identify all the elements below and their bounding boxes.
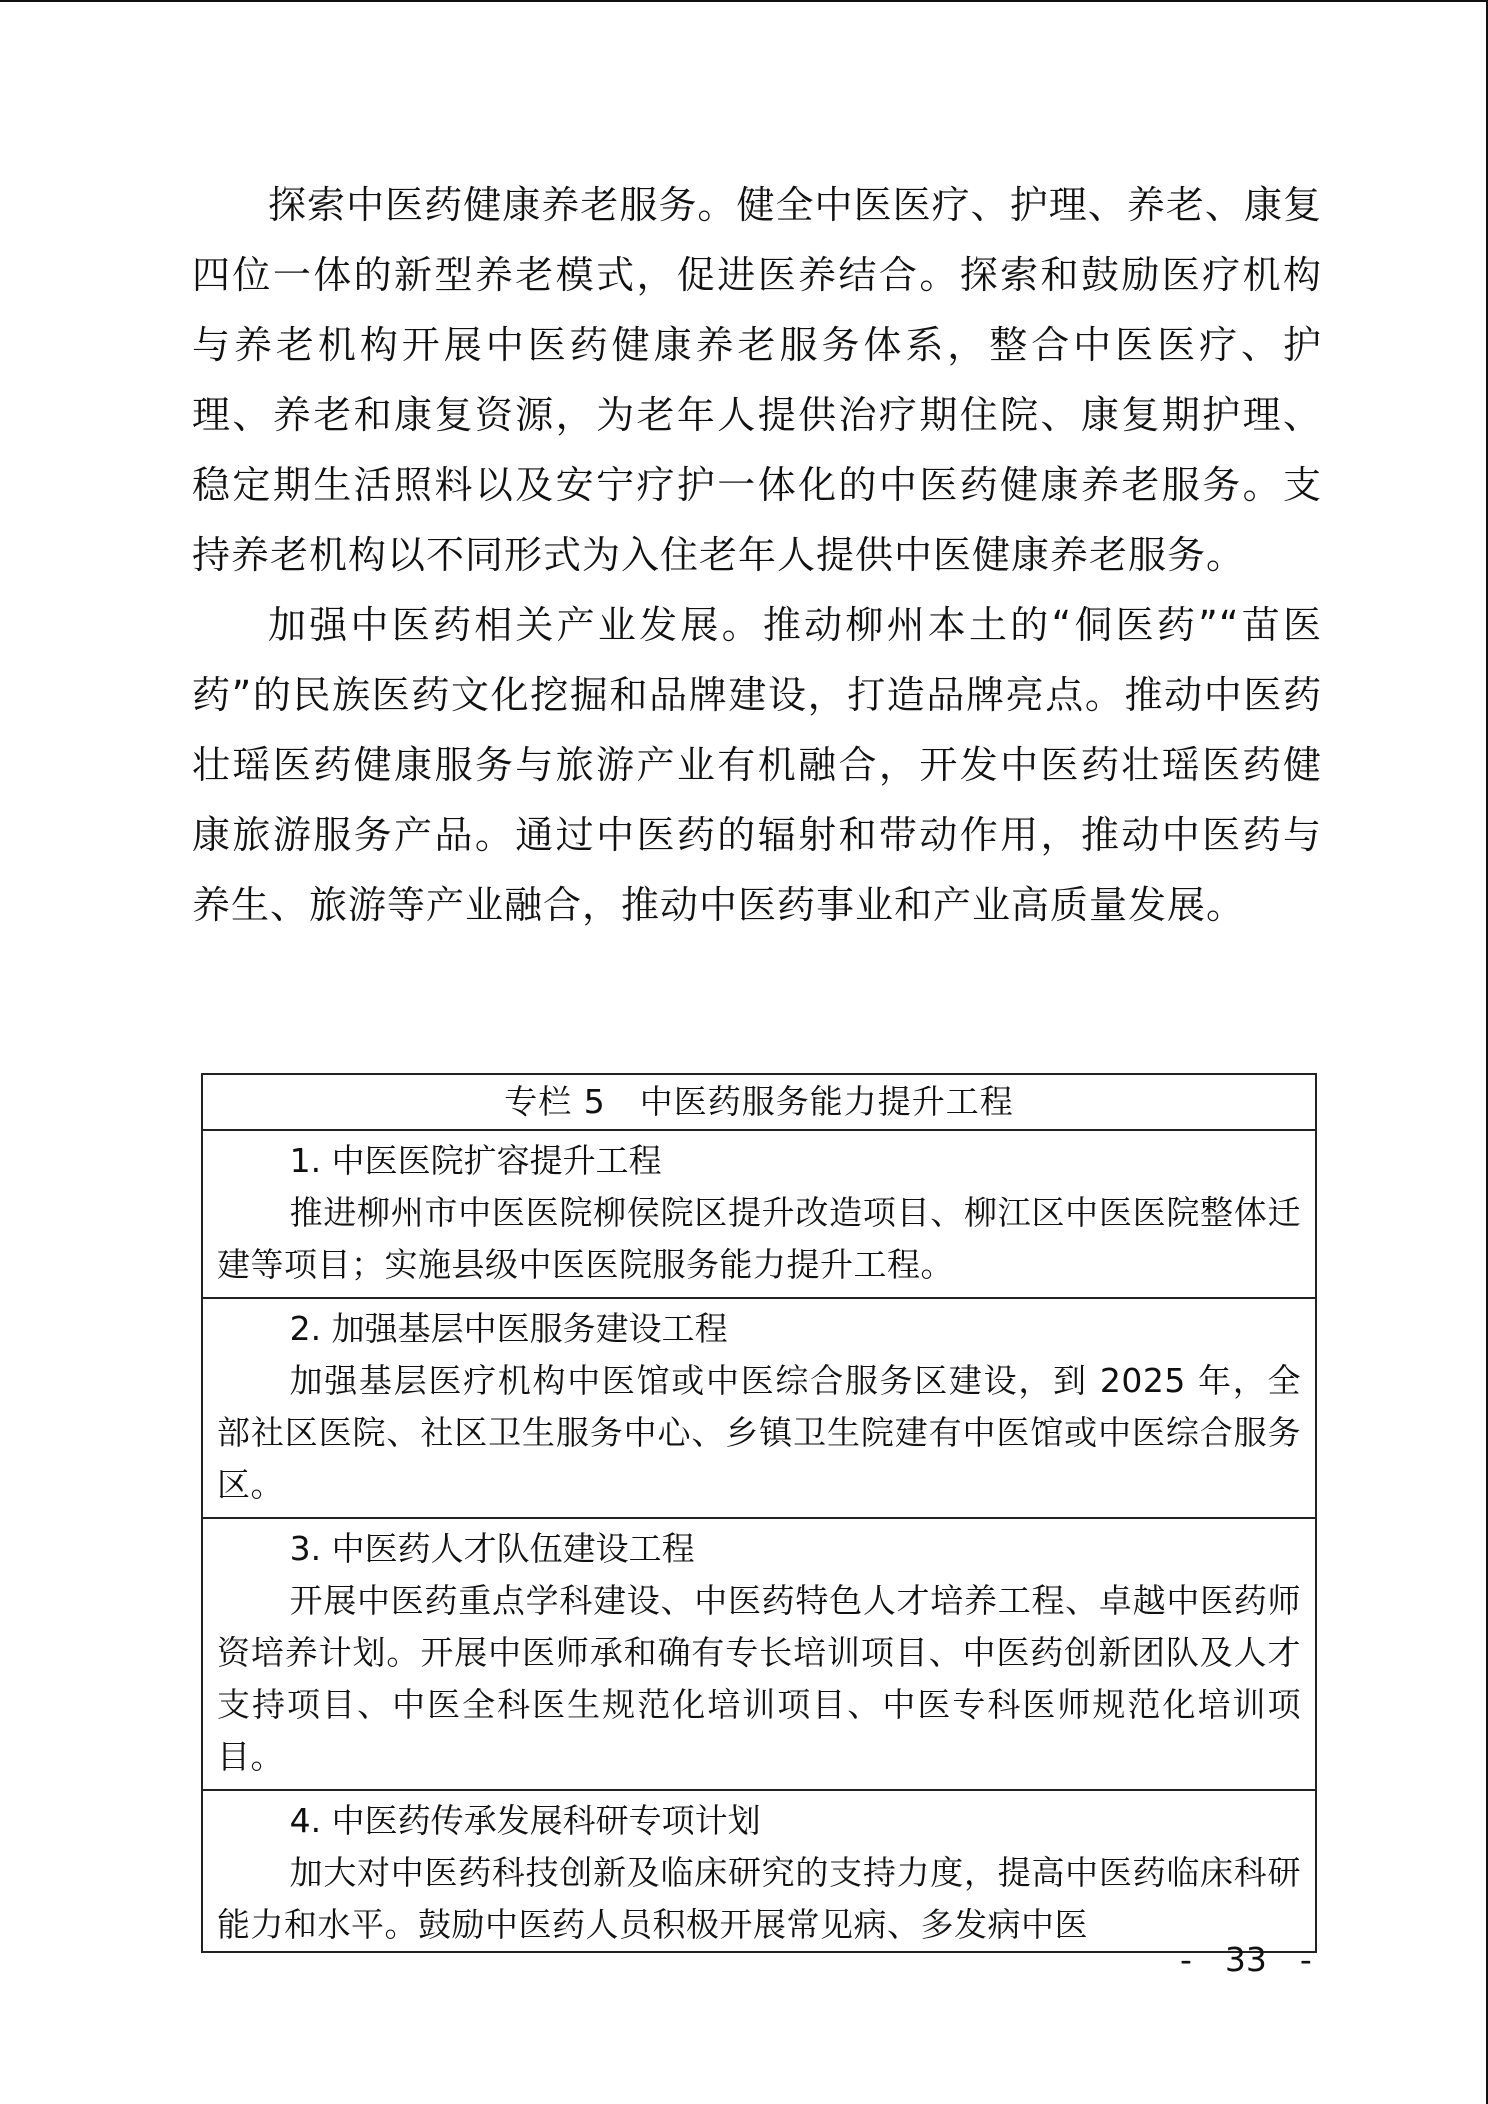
- item-text: 加大对中医药科技创新及临床研究的支持力度，提高中医药临床科研能力和水平。鼓励中医药人员积极开展常见病、多发病中医: [217, 1853, 1301, 1944]
- item-text: 加强基层医疗机构中医馆或中医综合服务区建设，到 2025 年，全部社区医院、社区卫生服务中心、乡镇卫生院建有中医馆或中医综合服务区。: [217, 1361, 1301, 1504]
- page-top-border: [0, 0, 1488, 2]
- column-box: [201, 1073, 1317, 1953]
- item-text: 推进柳州市中医医院柳侯院区提升改造项目、柳江区中医医院整体迁建等项目；实施县级中医医院服务能力提升工程。: [217, 1193, 1301, 1284]
- column-item-talent-team: [203, 1519, 1315, 1791]
- body-text: [192, 170, 1322, 940]
- paragraph-health-elderly-care: 探索中医药健康养老服务。健全中医医疗、护理、养老、康复四位一体的新型养老模式，促进医养结合。探索和鼓励医疗机构与养老机构开展中医药健康养老服务体系，整合中医医疗、护理、养老和康复资源，为老年人提供治疗期住院、康复期护理、稳定期生活照料以及安宁疗护一体化的中医药健康养老服务。支持养老机构以不同形式为入住老年人提供中医健康养老服务。: [192, 183, 1322, 577]
- column-item-grassroots-service: [203, 1299, 1315, 1519]
- column-item-research-plan: [203, 1791, 1315, 1951]
- paragraph-industry-development: 加强中医药相关产业发展。推动柳州本土的“侗医药”“苗医药”的民族医药文化挖掘和品牌建设，打造品牌亮点。推动中医药壮瑶医药健康服务与旅游产业有机融合，开发中医药壮瑶医药健康旅游服务产品。通过中医药的辐射和带动作用，推动中医药与养生、旅游等产业融合，推动中医药事业和产业高质量发展。: [192, 603, 1322, 927]
- item-text: 开展中医药重点学科建设、中医药特色人才培养工程、卓越中医药师资培养计划。开展中医师承和确有专长培训项目、中医药创新团队及人才支持项目、中医全科医生规范化培训项目、中医专科医师规范化培训项目。: [217, 1581, 1301, 1776]
- column-item-hospital-expansion: [203, 1131, 1315, 1299]
- item-heading: 1. 中医医院扩容提升工程: [289, 1141, 662, 1180]
- item-heading: 2. 加强基层中医服务建设工程: [289, 1309, 728, 1348]
- item-heading: 3. 中医药人才队伍建设工程: [289, 1529, 695, 1568]
- column-box-title: 专栏 5 中医药服务能力提升工程: [203, 1075, 1315, 1131]
- item-heading: 4. 中医药传承发展科研专项计划: [289, 1801, 761, 1840]
- page-number: - 33 -: [1180, 1940, 1312, 1979]
